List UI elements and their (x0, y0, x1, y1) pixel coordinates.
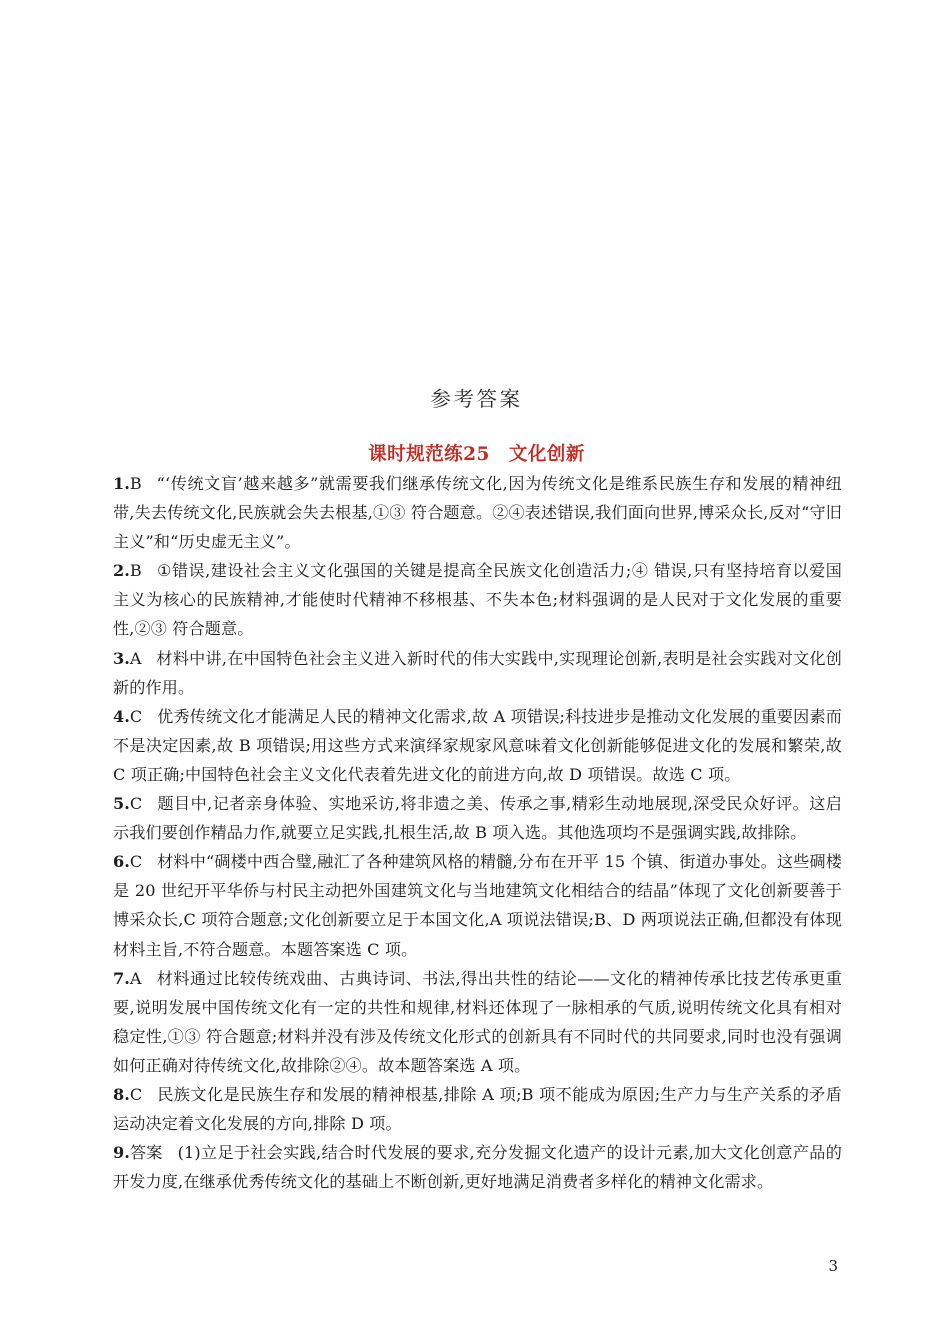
answer-text: 材料中讲,在中国特色社会主义进入新时代的伟大实践中,实现理论创新,表明是社会实践对文化创新的作用。 (113, 648, 842, 697)
answer-text: ①错误,建设社会主义文化强国的关键是提高全民族文化创造活力;④ 错误,只有坚持培育以爱国主义为核心的民族精神,才能使时代精神不移根基、不失本色;材料强调的是人民对于文化发展的重要性,②③ 符合题意。 (113, 561, 842, 639)
answer-text: 民族文化是民族生存和发展的精神根基,排除 A 项;B 项不能成为原因;生产力与生产关系的矛盾运动决定着文化发展的方向,排除 D 项。 (113, 1084, 842, 1134)
answer-item (113, 789, 842, 847)
answer-number: 1. (113, 474, 130, 493)
answer-number: 9. (113, 1143, 130, 1163)
answer-choice: B (129, 474, 142, 493)
answer-text: (1)立足于社会实践,结合时代发展的要求,充分发掘文化遗产的设计元素,加大文化创意产品的开发力度,在继承优秀传统文化的基础上不断创新,更好地满足消费者多样化的精神文化需求。 (113, 1143, 842, 1192)
answer-number: 6. (113, 852, 130, 872)
answer-number: 3. (113, 648, 130, 668)
answer-item (113, 964, 842, 1080)
answer-choice: C (129, 706, 143, 726)
answer-text: 题目中,记者亲身体验、实地采访,将非遗之美、传承之事,精彩生动地展现,深受民众好评。这启示我们要创作精品力作,就要立足实践,扎根生活,故 B 项入选。其他选项均不是强调实践,故排除。 (113, 794, 842, 843)
page-number: 3 (828, 1257, 838, 1275)
answer-item (113, 469, 842, 556)
answer-number: 4. (113, 706, 130, 726)
section-heading: 课时规范练25 文化创新 (368, 444, 585, 465)
answer-item (113, 702, 842, 789)
answer-choice: 答案 (129, 1143, 163, 1163)
answer-text: 材料中“碉楼中西合璧,融汇了各种建筑风格的精髓,分布在开平 15 个镇、街道办事处。这些碉楼是 20 世纪开平华侨与村民主动把外国建筑文化与当地建筑文化相结合的结晶”体现了文化创新要善于博采众长,C 项符合题意;文化创新要立足于本国文化,A 项说法错误;B、D 两项说法正确,但都没有体现材料主旨,不符合题意。本题答案选 C 项。 (113, 852, 842, 959)
answer-item (113, 847, 842, 963)
answer-text: “‘传统文盲’越来越多”就需要我们继承传统文化,因为传统文化是维系民族生存和发展的精神纽带,失去传统文化,民族就会失去根基,①③ 符合题意。②④表述错误,我们面向世界,博采众长,反对“守旧主义”和“历史虚无主义”。 (113, 474, 842, 552)
answer-choice: A (129, 968, 142, 988)
answer-choice: C (129, 794, 143, 814)
answer-choice: C (129, 1084, 143, 1104)
answer-item (113, 1138, 842, 1196)
page-title: 参考答案 (430, 387, 523, 411)
answer-item (113, 1080, 842, 1138)
answer-number: 5. (113, 794, 130, 814)
answer-item (113, 556, 842, 643)
answer-choice: C (129, 852, 143, 872)
answer-text: 材料通过比较传统戏曲、古典诗词、书法,得出共性的结论——文化的精神传承比技艺传承更重要,说明发展中国传统文化有一定的共性和规律,材料还体现了一脉相承的气质,说明传统文化具有相对稳定性,①③ 符合题意;材料并没有涉及传统文化形式的创新具有不同时代的共同要求,同时也没有强调如何正确对待传统文化,故排除②④。故本题答案选 A 项。 (113, 968, 842, 1075)
answer-number: 2. (113, 561, 130, 581)
answer-text: 优秀传统文化才能满足人民的精神文化需求,故 A 项错误;科技进步是推动文化发展的重要因素而不是决定因素,故 B 项错误;用这些方式来演绎家规家风意味着文化创新能够促进文化的发展和繁荣,故 C 项正确;中国特色社会主义文化代表着先进文化的前进方向,故 D 项错误。故选 C 项。 (113, 706, 842, 784)
answers-list (113, 469, 842, 1196)
answer-item (113, 644, 842, 702)
answer-choice: B (129, 561, 142, 581)
answer-number: 7. (113, 968, 130, 988)
answer-choice: A (129, 648, 142, 668)
answer-number: 8. (113, 1084, 130, 1104)
